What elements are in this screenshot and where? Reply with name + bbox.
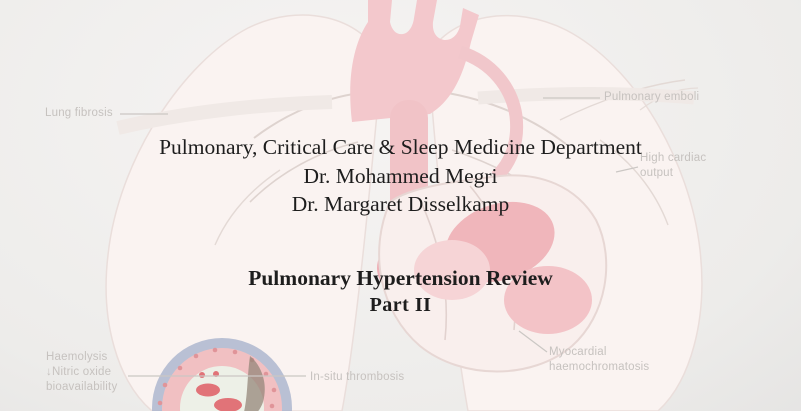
bg-label-text: output xyxy=(640,167,674,179)
slide-title: Pulmonary Hypertension Review xyxy=(248,266,553,290)
bg-label-text: In-situ thrombosis xyxy=(310,371,405,383)
presenter-name: Dr. Mohammed Megri xyxy=(303,163,498,188)
presenter-name: Dr. Margaret Disselkamp xyxy=(291,192,510,216)
department-block xyxy=(0,133,801,219)
bg-label-text: ↓Nitric oxide xyxy=(46,366,112,378)
bg-label-text: Haemolysis xyxy=(46,351,108,363)
bg-label-text: bioavailability xyxy=(46,381,118,393)
bg-label-text: Lung fibrosis xyxy=(45,107,113,119)
bg-label-text: Myocardial xyxy=(549,346,607,358)
title-block xyxy=(0,264,801,318)
slide-subtitle: Part II xyxy=(369,294,432,316)
bg-label-text: Pulmonary emboli xyxy=(604,91,700,103)
department-line: Pulmonary, Critical Care & Sleep Medicine Department xyxy=(159,135,642,159)
bg-label-text: High cardiac xyxy=(640,152,707,164)
bg-label-text: haemochromatosis xyxy=(549,361,650,373)
